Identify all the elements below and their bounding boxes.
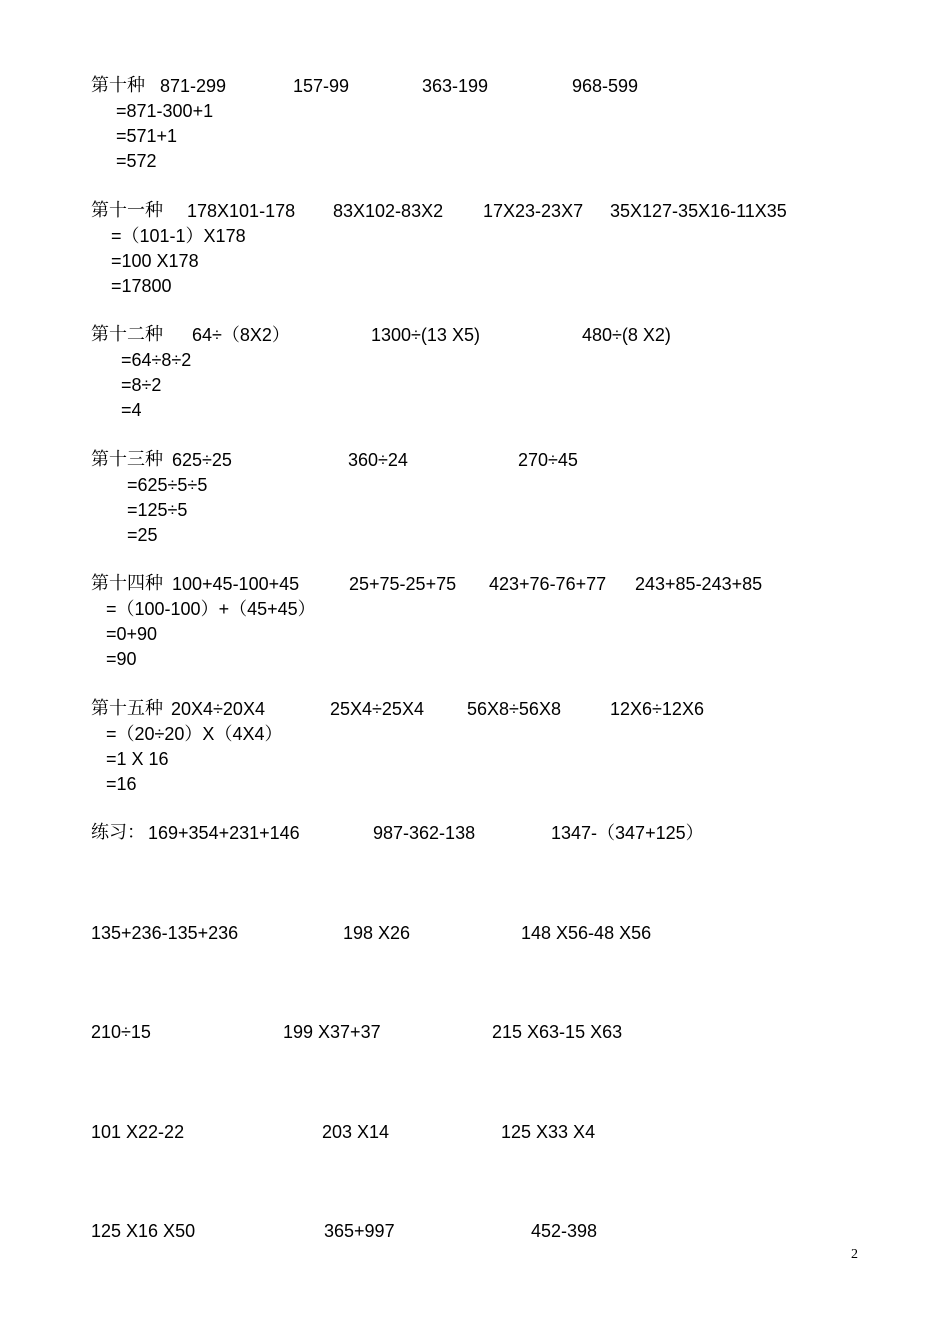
sec11-step-2: =100 X178 <box>111 251 199 271</box>
practice-r3-item-1: 210÷15 <box>91 1022 151 1042</box>
sec15-step-2: =1 X 16 <box>106 749 169 769</box>
sec10-step-2: =571+1 <box>116 126 178 146</box>
sec12-step-3: =4 <box>121 400 142 420</box>
sec12-problem-3: 480÷(8 X2) <box>582 325 671 345</box>
practice-r1-item-2: 987-362-138 <box>373 823 476 843</box>
sec12-problem-1: 64÷（8X2） <box>192 325 290 345</box>
sec12-problem-2: 1300÷(13 X5) <box>371 325 480 345</box>
sec11-problem-4: 35X127-35X16-11X35 <box>610 201 787 221</box>
page-number: 2 <box>851 1247 858 1262</box>
sec11-step-1: =（101-1）X178 <box>111 226 246 246</box>
sec13-problem-2: 360÷24 <box>348 450 408 470</box>
sec13-step-1: =625÷5÷5 <box>127 475 208 495</box>
sec14-problem-3: 423+76-76+77 <box>489 574 607 594</box>
sec14-problem-2: 25+75-25+75 <box>349 574 457 594</box>
practice-r5-item-1: 125 X16 X50 <box>91 1221 196 1241</box>
sec12-step-1: =64÷8÷2 <box>121 350 192 370</box>
sec13-title: 第十三种 <box>91 449 163 470</box>
sec14-problem-4: 243+85-243+85 <box>635 574 763 594</box>
sec14-step-2: =0+90 <box>106 624 158 644</box>
sec13-step-3: =25 <box>127 525 158 545</box>
practice-r1-item-1: 169+354+231+146 <box>148 823 300 843</box>
practice-r2-item-1: 135+236-135+236 <box>91 923 239 943</box>
sec15-step-1: =（20÷20）X（4X4） <box>106 724 283 744</box>
sec12-step-2: =8÷2 <box>121 375 162 395</box>
sec12-title: 第十二种 <box>91 324 163 345</box>
sec10-problem-4: 968-599 <box>572 76 639 96</box>
practice-r4-item-2: 203 X14 <box>322 1122 390 1142</box>
practice-r4-item-3: 125 X33 X4 <box>501 1122 596 1142</box>
sec15-problem-4: 12X6÷12X6 <box>610 699 704 719</box>
practice-r1-item-3: 1347-（347+125） <box>551 823 704 843</box>
sec13-step-2: =125÷5 <box>127 500 188 520</box>
sec10-problem-1: 871-299 <box>160 76 227 96</box>
sec15-problem-3: 56X8÷56X8 <box>467 699 561 719</box>
sec15-problem-1: 20X4÷20X4 <box>171 699 265 719</box>
sec14-title: 第十四种 <box>91 573 163 594</box>
sec13-problem-1: 625÷25 <box>172 450 232 470</box>
sec11-problem-3: 17X23-23X7 <box>483 201 584 221</box>
practice-r2-item-3: 148 X56-48 X56 <box>521 923 652 943</box>
practice-r5-item-2: 365+997 <box>324 1221 395 1241</box>
sec11-problem-1: 178X101-178 <box>187 201 296 221</box>
sec10-step-1: =871-300+1 <box>116 101 214 121</box>
sec10-step-3: =572 <box>116 151 157 171</box>
sec11-problem-2: 83X102-83X2 <box>333 201 444 221</box>
sec10-problem-2: 157-99 <box>293 76 350 96</box>
practice-r2-item-2: 198 X26 <box>343 923 411 943</box>
sec10-problem-3: 363-199 <box>422 76 489 96</box>
practice-r3-item-2: 199 X37+37 <box>283 1022 381 1042</box>
sec11-step-3: =17800 <box>111 276 172 296</box>
practice-r3-item-3: 215 X63-15 X63 <box>492 1022 623 1042</box>
sec14-step-1: =（100-100）+（45+45） <box>106 599 316 619</box>
sec11-title: 第十一种 <box>91 200 163 221</box>
sec10-title: 第十种 <box>91 75 145 96</box>
sec15-problem-2: 25X4÷25X4 <box>330 699 424 719</box>
practice-r5-item-3: 452-398 <box>531 1221 598 1241</box>
sec15-title: 第十五种 <box>91 698 163 719</box>
sec14-step-3: =90 <box>106 649 137 669</box>
sec14-problem-1: 100+45-100+45 <box>172 574 300 594</box>
sec13-problem-3: 270÷45 <box>518 450 578 470</box>
practice-r4-item-1: 101 X22-22 <box>91 1122 185 1142</box>
sec15-step-3: =16 <box>106 774 137 794</box>
practice-label: 练习： <box>91 822 145 843</box>
